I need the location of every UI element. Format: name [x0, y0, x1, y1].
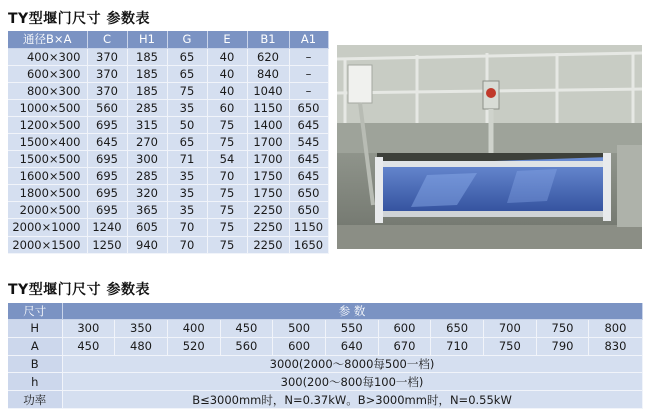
bore-cell: 2000×500 [8, 202, 87, 219]
a1-cell: 545 [289, 133, 328, 150]
ty-weir-gate-parameters-table [8, 303, 643, 409]
bore-cell: 400×300 [8, 48, 87, 65]
h-value-cell: 600 [378, 320, 431, 338]
table1-body [8, 48, 328, 253]
table2-row-h-lower [8, 373, 642, 391]
a-value-cell: 450 [62, 337, 115, 355]
table1-row [8, 168, 328, 185]
col-header-b1: B1 [247, 31, 289, 48]
g-cell: 35 [167, 99, 207, 116]
h-value-cell: 400 [167, 320, 220, 338]
row-label-h-upper: H [8, 320, 62, 338]
a1-cell: – [289, 82, 328, 99]
bore-cell: 800×300 [8, 82, 87, 99]
e-cell: 75 [207, 202, 247, 219]
table1-header-row [8, 31, 328, 48]
c-cell: 370 [87, 65, 127, 82]
col-header-e: E [207, 31, 247, 48]
table2-row-a [8, 337, 642, 355]
row-label-a: A [8, 337, 62, 355]
ty-weir-gate-dimensions-table [8, 31, 329, 254]
c-cell: 1250 [87, 236, 127, 253]
b1-cell: 1400 [247, 116, 289, 133]
a1-cell: 650 [289, 185, 328, 202]
col-header-g: G [167, 31, 207, 48]
col-header-h1: H1 [127, 31, 167, 48]
a1-cell: 645 [289, 168, 328, 185]
g-cell: 35 [167, 168, 207, 185]
h1-cell: 285 [127, 99, 167, 116]
e-cell: 40 [207, 82, 247, 99]
a-value-cell: 790 [536, 337, 589, 355]
row-label-b: B [8, 355, 62, 373]
table1-row [8, 133, 328, 150]
bore-cell: 1500×400 [8, 133, 87, 150]
b1-cell: 2250 [247, 219, 289, 236]
a1-cell: 645 [289, 151, 328, 168]
e-cell: 75 [207, 219, 247, 236]
row-power-value: B≤3000mm时，N=0.37kW。B>3000mm时，N=0.55kW [62, 391, 642, 409]
table1-row [8, 48, 328, 65]
b1-cell: 840 [247, 65, 289, 82]
table1-title: TY型堰门尺寸 参数表 [8, 11, 151, 27]
a-value-cell: 480 [115, 337, 168, 355]
c-cell: 695 [87, 202, 127, 219]
bore-cell: 2000×1000 [8, 219, 87, 236]
c-cell: 695 [87, 116, 127, 133]
params-header: 参 数 [62, 303, 642, 320]
c-cell: 695 [87, 185, 127, 202]
e-cell: 75 [207, 185, 247, 202]
bore-cell: 1200×500 [8, 116, 87, 133]
table1-row [8, 151, 328, 168]
bore-cell: 1000×500 [8, 99, 87, 116]
bore-cell: 1500×500 [8, 151, 87, 168]
a1-cell: – [289, 65, 328, 82]
a-value-cell: 830 [589, 337, 642, 355]
table2-row-b [8, 355, 642, 373]
g-cell: 65 [167, 65, 207, 82]
table2-header-row [8, 303, 642, 320]
h-value-cell: 700 [484, 320, 537, 338]
b1-cell: 1040 [247, 82, 289, 99]
g-cell: 50 [167, 116, 207, 133]
table1-row [8, 82, 328, 99]
b1-cell: 1700 [247, 151, 289, 168]
h1-cell: 285 [127, 168, 167, 185]
h1-cell: 300 [127, 151, 167, 168]
g-cell: 75 [167, 82, 207, 99]
row-b-value: 3000(2000～8000每500一档) [62, 355, 642, 373]
bore-cell: 2000×1500 [8, 236, 87, 253]
h-value-cell: 650 [431, 320, 484, 338]
col-header-bore: 通径B×A [8, 31, 87, 48]
a1-cell: 645 [289, 116, 328, 133]
g-cell: 71 [167, 151, 207, 168]
e-cell: 75 [207, 116, 247, 133]
h1-cell: 605 [127, 219, 167, 236]
table1-row [8, 202, 328, 219]
c-cell: 695 [87, 168, 127, 185]
bore-cell: 600×300 [8, 65, 87, 82]
g-cell: 35 [167, 202, 207, 219]
row-h-lower-value: 300(200～800每100一档) [62, 373, 642, 391]
col-header-a1: A1 [289, 31, 328, 48]
a1-cell: 650 [289, 202, 328, 219]
b1-cell: 1150 [247, 99, 289, 116]
b1-cell: 1700 [247, 133, 289, 150]
c-cell: 560 [87, 99, 127, 116]
e-cell: 75 [207, 133, 247, 150]
h1-cell: 270 [127, 133, 167, 150]
e-cell: 40 [207, 48, 247, 65]
g-cell: 70 [167, 219, 207, 236]
a-value-cell: 750 [484, 337, 537, 355]
h-value-cell: 300 [62, 320, 115, 338]
table2-row-h-upper [8, 320, 642, 338]
table1-row [8, 185, 328, 202]
table2-title: TY型堰门尺寸 参数表 [8, 282, 151, 298]
h1-cell: 185 [127, 82, 167, 99]
h1-cell: 315 [127, 116, 167, 133]
bore-cell: 1600×500 [8, 168, 87, 185]
e-cell: 75 [207, 236, 247, 253]
table1-row [8, 219, 328, 236]
c-cell: 645 [87, 133, 127, 150]
h-value-cell: 350 [115, 320, 168, 338]
table1-row [8, 99, 328, 116]
h1-cell: 185 [127, 48, 167, 65]
e-cell: 60 [207, 99, 247, 116]
b1-cell: 2250 [247, 236, 289, 253]
a-value-cell: 560 [220, 337, 273, 355]
row-label-power: 功率 [8, 391, 62, 409]
table1-row [8, 65, 328, 82]
table1-row [8, 116, 328, 133]
table2-row-power [8, 391, 642, 409]
h-value-cell: 550 [325, 320, 378, 338]
c-cell: 1240 [87, 219, 127, 236]
a1-cell: 1650 [289, 236, 328, 253]
e-cell: 70 [207, 168, 247, 185]
a-value-cell: 600 [273, 337, 326, 355]
h1-cell: 365 [127, 202, 167, 219]
c-cell: 695 [87, 151, 127, 168]
b1-cell: 1750 [247, 185, 289, 202]
e-cell: 40 [207, 65, 247, 82]
a-value-cell: 670 [378, 337, 431, 355]
a-value-cell: 710 [431, 337, 484, 355]
b1-cell: 620 [247, 48, 289, 65]
weir-gate-photo [337, 45, 642, 249]
h-value-cell: 500 [273, 320, 326, 338]
a1-cell: – [289, 48, 328, 65]
a1-cell: 1150 [289, 219, 328, 236]
h1-cell: 320 [127, 185, 167, 202]
col-header-c: C [87, 31, 127, 48]
bore-cell: 1800×500 [8, 185, 87, 202]
g-cell: 65 [167, 48, 207, 65]
h1-cell: 185 [127, 65, 167, 82]
b1-cell: 1750 [247, 168, 289, 185]
b1-cell: 2250 [247, 202, 289, 219]
size-header: 尺寸 [8, 303, 62, 320]
c-cell: 370 [87, 48, 127, 65]
a-value-cell: 520 [167, 337, 220, 355]
c-cell: 370 [87, 82, 127, 99]
h-value-cell: 800 [589, 320, 642, 338]
h-value-cell: 750 [536, 320, 589, 338]
g-cell: 65 [167, 133, 207, 150]
g-cell: 70 [167, 236, 207, 253]
row-label-h-lower: h [8, 373, 62, 391]
table1-row [8, 236, 328, 253]
h1-cell: 940 [127, 236, 167, 253]
a-value-cell: 640 [325, 337, 378, 355]
e-cell: 54 [207, 151, 247, 168]
h-value-cell: 450 [220, 320, 273, 338]
a1-cell: 650 [289, 99, 328, 116]
g-cell: 35 [167, 185, 207, 202]
